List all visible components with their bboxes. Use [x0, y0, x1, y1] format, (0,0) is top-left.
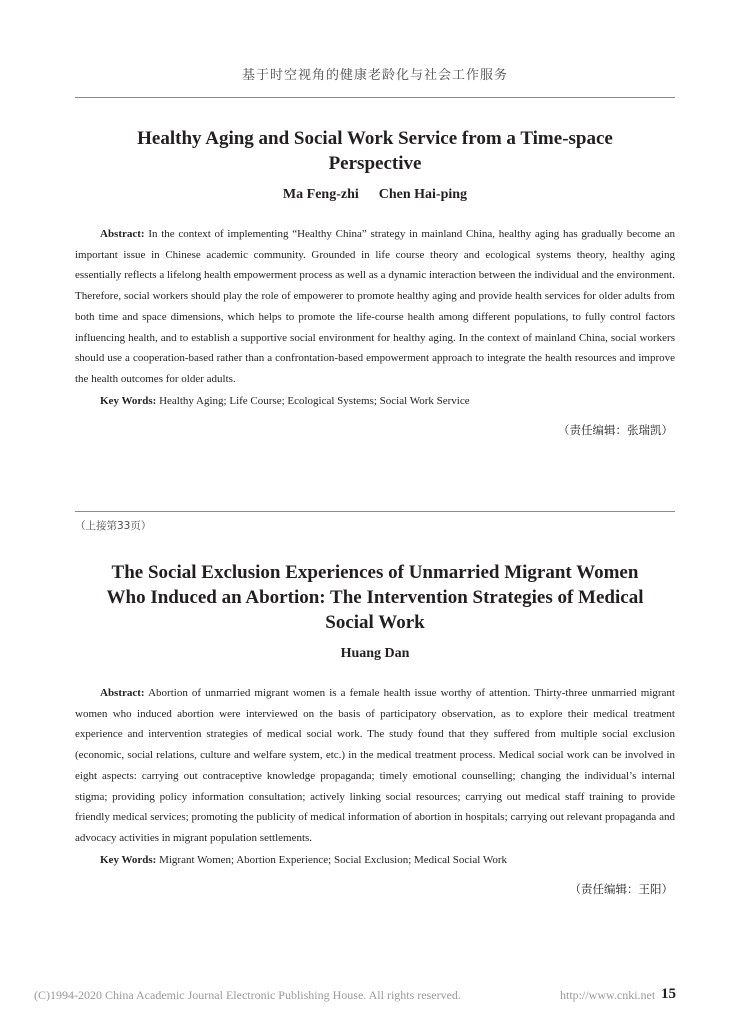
article-1-title-line-1: Healthy Aging and Social Work Service from a Time-space	[137, 128, 613, 149]
keywords-text: Healthy Aging; Life Course; Ecological Systems; Social Work Service	[159, 394, 470, 407]
page-footer	[34, 988, 676, 1004]
article-2-title-line-3: Social Work	[325, 612, 425, 633]
article-1-authors	[75, 186, 675, 204]
running-header: 基于时空视角的健康老龄化与社会工作服务	[241, 68, 508, 83]
article-2-editor: （责任编辑：王阳）	[569, 881, 673, 896]
article-1-title	[75, 126, 675, 176]
continued-note: （上接第33页）	[75, 520, 152, 532]
author-name: Ma Feng-zhi	[282, 187, 359, 202]
article-2-title-line-2: Who Induced an Abortion: The Intervention Strategies of Medical	[106, 587, 644, 608]
article-2-title-line-1: The Social Exclusion Experiences of Unmarried Migrant Women	[111, 562, 639, 583]
abstract-text: Abortion of unmarried migrant women is a female health issue worthy of attention. Thirty-three unmarried migrant women who induced abortion were interviewed on the basis of participatory observation, as to explore their medical treatment experience and intervention strategies of medical social work. The study found that they suffered from multiple social exclusion (economic, social relations, culture and welfare system, etc.) in the medical treatment process. Medical social work can be involved in eight aspects: carrying out contraceptive knowledge propaganda; timely emotional counselling; changing the individual’s internal stigma; providing policy information consultation; actively linking social resources; carrying out medical staff training to provide friendly medical services; promoting the publicity of medical information of abortion in hospitals; carrying out relevant propaganda and advocacy activities in migrant population settlements.	[75, 687, 675, 844]
article-1	[75, 126, 675, 438]
section-divider	[75, 511, 675, 512]
abstract-label: Abstract:	[100, 228, 145, 240]
keywords-label: Key Words:	[100, 853, 157, 866]
article-1-editor: （责任编辑：张瑞凯）	[558, 422, 673, 437]
footer-url[interactable]: http://www.cnki.net	[560, 988, 656, 1002]
author-name: Huang Dan	[340, 646, 410, 661]
footer-copyright: (C)1994-2020 China Academic Journal Electronic Publishing House. All rights reserved.	[34, 988, 461, 1002]
article-1-keywords	[75, 392, 675, 410]
article-2-authors	[75, 645, 675, 663]
article-1-title-line-2: Perspective	[328, 153, 422, 174]
page-number: 15	[661, 986, 676, 1002]
author-name: Chen Hai-ping	[378, 187, 468, 202]
header-rule	[75, 97, 675, 98]
article-2	[75, 560, 675, 897]
article-1-abstract	[75, 224, 675, 390]
article-2-keywords	[75, 851, 675, 869]
article-2-title	[75, 560, 675, 635]
keywords-text: Migrant Women; Abortion Experience; Social Exclusion; Medical Social Work	[159, 853, 507, 866]
abstract-label: Abstract:	[100, 687, 145, 699]
keywords-label: Key Words:	[100, 394, 157, 407]
abstract-text: In the context of implementing “Healthy China” strategy in mainland China, healthy aging has gradually become an important issue in Chinese academic community. Grounded in life course theory and ecological systems theory, healthy aging essentially reflects a lifelong health empowerment process as well as a dynamic interaction between the individual and the environment. Therefore, social workers should play the role of empowerer to promote healthy aging and provide health services for older adults from both time and space dimensions, which helps to promote the life-course health among different populations, to fully control factors influencing health, and to establish a supportive social environment for healthy aging. In the context of mainland China, social workers should use a cooperation-based rather than a confrontation-based empowerment approach to integrate the health resources and improve the health outcomes for older adults.	[75, 228, 676, 385]
article-2-abstract	[75, 683, 675, 849]
